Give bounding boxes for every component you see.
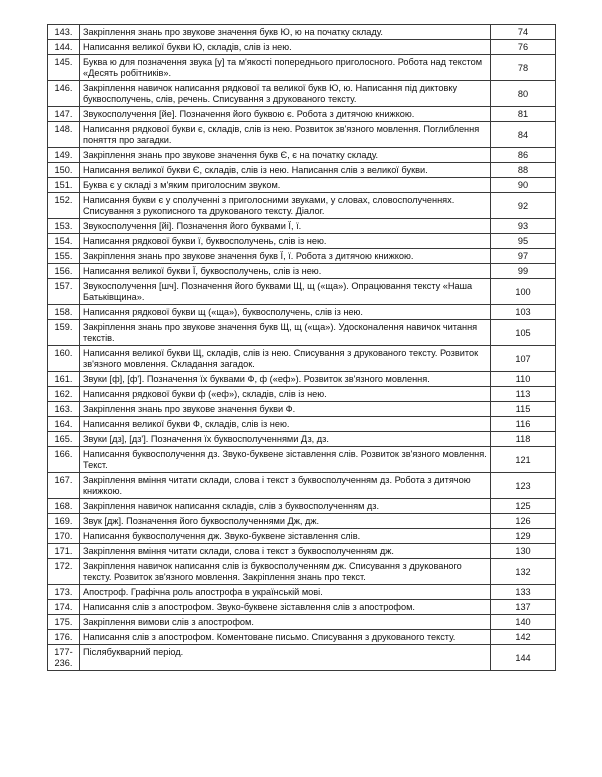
page-number-cell: 100 (491, 279, 556, 305)
lesson-number-cell: 173. (48, 585, 80, 600)
page-number-cell: 74 (491, 25, 556, 40)
page-number-cell: 129 (491, 529, 556, 544)
table-row (48, 600, 556, 615)
page-number-cell: 88 (491, 163, 556, 178)
table-row (48, 178, 556, 193)
table-row (48, 432, 556, 447)
lesson-number-cell: 172. (48, 559, 80, 585)
lesson-number-cell: 177-236. (48, 645, 80, 671)
lesson-number-cell: 153. (48, 219, 80, 234)
table-row (48, 122, 556, 148)
lesson-number-cell: 157. (48, 279, 80, 305)
lesson-plan-table (47, 24, 556, 671)
lesson-number-cell: 171. (48, 544, 80, 559)
lesson-topic-cell: Закріплення знань про звукове значення букви Ф. (80, 402, 491, 417)
page-number-cell: 92 (491, 193, 556, 219)
page-number-cell: 80 (491, 81, 556, 107)
table-row (48, 417, 556, 432)
lesson-topic-cell: Написання рядкової букви є, складів, слів із нею. Розвиток зв'язного мовлення. Поглиблення поняття про загадки. (80, 122, 491, 148)
page-number-cell: 103 (491, 305, 556, 320)
lesson-topic-cell: Закріплення знань про звукове значення букв Щ, щ («ща»). Удосконалення навичок читання текстів. (80, 320, 491, 346)
page-number-cell: 78 (491, 55, 556, 81)
page-number-cell: 90 (491, 178, 556, 193)
lesson-topic-cell: Написання слів з апострофом. Коментоване письмо. Списування з друкованого тексту. (80, 630, 491, 645)
table-row (48, 529, 556, 544)
table-row (48, 249, 556, 264)
page-number-cell: 132 (491, 559, 556, 585)
lesson-topic-cell: Буква ю для позначення звука [у] та м'якості попереднього приголосного. Робота над текстом «Десять робітників». (80, 55, 491, 81)
lesson-number-cell: 170. (48, 529, 80, 544)
lesson-number-cell: 156. (48, 264, 80, 279)
lesson-number-cell: 158. (48, 305, 80, 320)
page-number-cell: 126 (491, 514, 556, 529)
table-row (48, 387, 556, 402)
table-row (48, 279, 556, 305)
lesson-topic-cell: Звуки [дз], [дз']. Позначення їх буквосполученнями Дз, дз. (80, 432, 491, 447)
lesson-topic-cell: Закріплення знань про звукове значення букв Ї, ї. Робота з дитячою книжкою. (80, 249, 491, 264)
page-number-cell: 142 (491, 630, 556, 645)
table-row (48, 305, 556, 320)
page-number-cell: 81 (491, 107, 556, 122)
lesson-topic-cell: Звук [дж]. Позначення його буквосполученнями Дж, дж. (80, 514, 491, 529)
lesson-number-cell: 164. (48, 417, 80, 432)
lesson-number-cell: 159. (48, 320, 80, 346)
lesson-number-cell: 167. (48, 473, 80, 499)
page-number-cell: 93 (491, 219, 556, 234)
table-row (48, 25, 556, 40)
table-row (48, 264, 556, 279)
lesson-topic-cell: Закріплення знань про звукове значення букв Є, є на початку складу. (80, 148, 491, 163)
lesson-topic-cell: Написання великої букви Ф, складів, слів із нею. (80, 417, 491, 432)
lesson-topic-cell: Апостроф. Графічна роль апострофа в українській мові. (80, 585, 491, 600)
lesson-number-cell: 144. (48, 40, 80, 55)
lesson-topic-cell: Звуки [ф], [ф']. Позначення їх буквами Ф, ф («еф»). Розвиток зв'язного мовлення. (80, 372, 491, 387)
lesson-topic-cell: Написання рядкової букви щ («ща»), буквосполучень, слів із нею. (80, 305, 491, 320)
page-number-cell: 116 (491, 417, 556, 432)
lesson-number-cell: 160. (48, 346, 80, 372)
page-number-cell: 84 (491, 122, 556, 148)
lesson-topic-cell: Звукосполучення [шч]. Позначення його буквами Щ, щ («ща»). Опрацювання тексту «Наша Батьківщина». (80, 279, 491, 305)
lesson-number-cell: 174. (48, 600, 80, 615)
lesson-number-cell: 162. (48, 387, 80, 402)
lesson-number-cell: 163. (48, 402, 80, 417)
lesson-topic-cell: Закріплення вміння читати склади, слова і текст з буквосполученням дз. Робота з дитячою книжкою. (80, 473, 491, 499)
page-number-cell: 97 (491, 249, 556, 264)
lesson-number-cell: 155. (48, 249, 80, 264)
lesson-topic-cell: Написання великої букви Щ, складів, слів із нею. Списування з друкованого тексту. Розвиток зв'язного мовлення. Складання загадок. (80, 346, 491, 372)
table-body (48, 25, 556, 671)
page-number-cell: 121 (491, 447, 556, 473)
lesson-number-cell: 168. (48, 499, 80, 514)
table-row (48, 615, 556, 630)
lesson-number-cell: 166. (48, 447, 80, 473)
lesson-number-cell: 152. (48, 193, 80, 219)
page-number-cell: 144 (491, 645, 556, 671)
page-number-cell: 115 (491, 402, 556, 417)
page-number-cell: 123 (491, 473, 556, 499)
page-number-cell: 107 (491, 346, 556, 372)
lesson-topic-cell: Закріплення знань про звукове значення букв Ю, ю на початку складу. (80, 25, 491, 40)
table-row (48, 55, 556, 81)
lesson-topic-cell: Закріплення вміння читати склади, слова і текст з буквосполученням дж. (80, 544, 491, 559)
lesson-number-cell: 148. (48, 122, 80, 148)
lesson-number-cell: 154. (48, 234, 80, 249)
page-number-cell: 130 (491, 544, 556, 559)
page-number-cell: 99 (491, 264, 556, 279)
table-row (48, 514, 556, 529)
table-row (48, 148, 556, 163)
table-row (48, 402, 556, 417)
lesson-number-cell: 147. (48, 107, 80, 122)
lesson-topic-cell: Написання букви є у сполученні з приголосними звуками, у словах, словосполученнях. Списування з рукописного та друкованого тексту. Діалог. (80, 193, 491, 219)
page-number-cell: 110 (491, 372, 556, 387)
table-row (48, 40, 556, 55)
table-row (48, 107, 556, 122)
lesson-topic-cell: Написання слів з апострофом. Звуко-буквене зіставлення слів з апострофом. (80, 600, 491, 615)
lesson-topic-cell: Закріплення навичок написання складів, слів з буквосполученням дз. (80, 499, 491, 514)
lesson-topic-cell: Закріплення навичок написання рядкової та великої букв Ю, ю. Написання під диктовку буквосполучень, слів, речень. Списування з друкованого тексту. (80, 81, 491, 107)
lesson-topic-cell: Закріплення вимови слів з апострофом. (80, 615, 491, 630)
page-number-cell: 113 (491, 387, 556, 402)
lesson-topic-cell: Написання рядкової букви ф («еф»), складів, слів із нею. (80, 387, 491, 402)
table-row (48, 219, 556, 234)
page-number-cell: 105 (491, 320, 556, 346)
page-number-cell: 95 (491, 234, 556, 249)
page-number-cell: 118 (491, 432, 556, 447)
page-number-cell: 125 (491, 499, 556, 514)
page-number-cell: 86 (491, 148, 556, 163)
lesson-topic-cell: Звукосполучення [йе]. Позначення його буквою є. Робота з дитячою книжкою. (80, 107, 491, 122)
table-row (48, 499, 556, 514)
page-number-cell: 133 (491, 585, 556, 600)
lesson-topic-cell: Написання великої букви Є, складів, слів із нею. Написання слів з великої букви. (80, 163, 491, 178)
table-row (48, 630, 556, 645)
lesson-topic-cell: Написання великої букви Ю, складів, слів із нею. (80, 40, 491, 55)
table-row (48, 473, 556, 499)
lesson-number-cell: 176. (48, 630, 80, 645)
table-row (48, 372, 556, 387)
table-row (48, 559, 556, 585)
lesson-topic-cell: Написання великої букви Ї, буквосполучень, слів із нею. (80, 264, 491, 279)
table-row (48, 447, 556, 473)
table-row (48, 645, 556, 671)
table-row (48, 234, 556, 249)
lesson-topic-cell: Післябукварний період. (80, 645, 491, 671)
table-row (48, 320, 556, 346)
lesson-topic-cell: Написання буквосполучення дз. Звуко-буквене зіставлення слів. Розвиток зв'язного мовлення. Текст. (80, 447, 491, 473)
table-row (48, 81, 556, 107)
page-number-cell: 140 (491, 615, 556, 630)
lesson-topic-cell: Звукосполучення [йі]. Позначення його буквами Ї, ї. (80, 219, 491, 234)
lesson-number-cell: 146. (48, 81, 80, 107)
lesson-topic-cell: Написання рядкової букви ї, буквосполучень, слів із нею. (80, 234, 491, 249)
lesson-topic-cell: Написання буквосполучення дж. Звуко-буквене зіставлення слів. (80, 529, 491, 544)
table-row (48, 585, 556, 600)
lesson-topic-cell: Буква є у складі з м'яким приголосним звуком. (80, 178, 491, 193)
lesson-number-cell: 149. (48, 148, 80, 163)
lesson-number-cell: 161. (48, 372, 80, 387)
page-number-cell: 137 (491, 600, 556, 615)
table-row (48, 193, 556, 219)
lesson-number-cell: 169. (48, 514, 80, 529)
table-row (48, 163, 556, 178)
table-row (48, 346, 556, 372)
lesson-number-cell: 150. (48, 163, 80, 178)
lesson-number-cell: 145. (48, 55, 80, 81)
lesson-number-cell: 175. (48, 615, 80, 630)
lesson-number-cell: 151. (48, 178, 80, 193)
lesson-topic-cell: Закріплення навичок написання слів із буквосполученням дж. Списування з друкованого тексту. Розвиток зв'язного мовлення. Закріплення знань про текст. (80, 559, 491, 585)
table-row (48, 544, 556, 559)
page-number-cell: 76 (491, 40, 556, 55)
lesson-number-cell: 165. (48, 432, 80, 447)
lesson-number-cell: 143. (48, 25, 80, 40)
